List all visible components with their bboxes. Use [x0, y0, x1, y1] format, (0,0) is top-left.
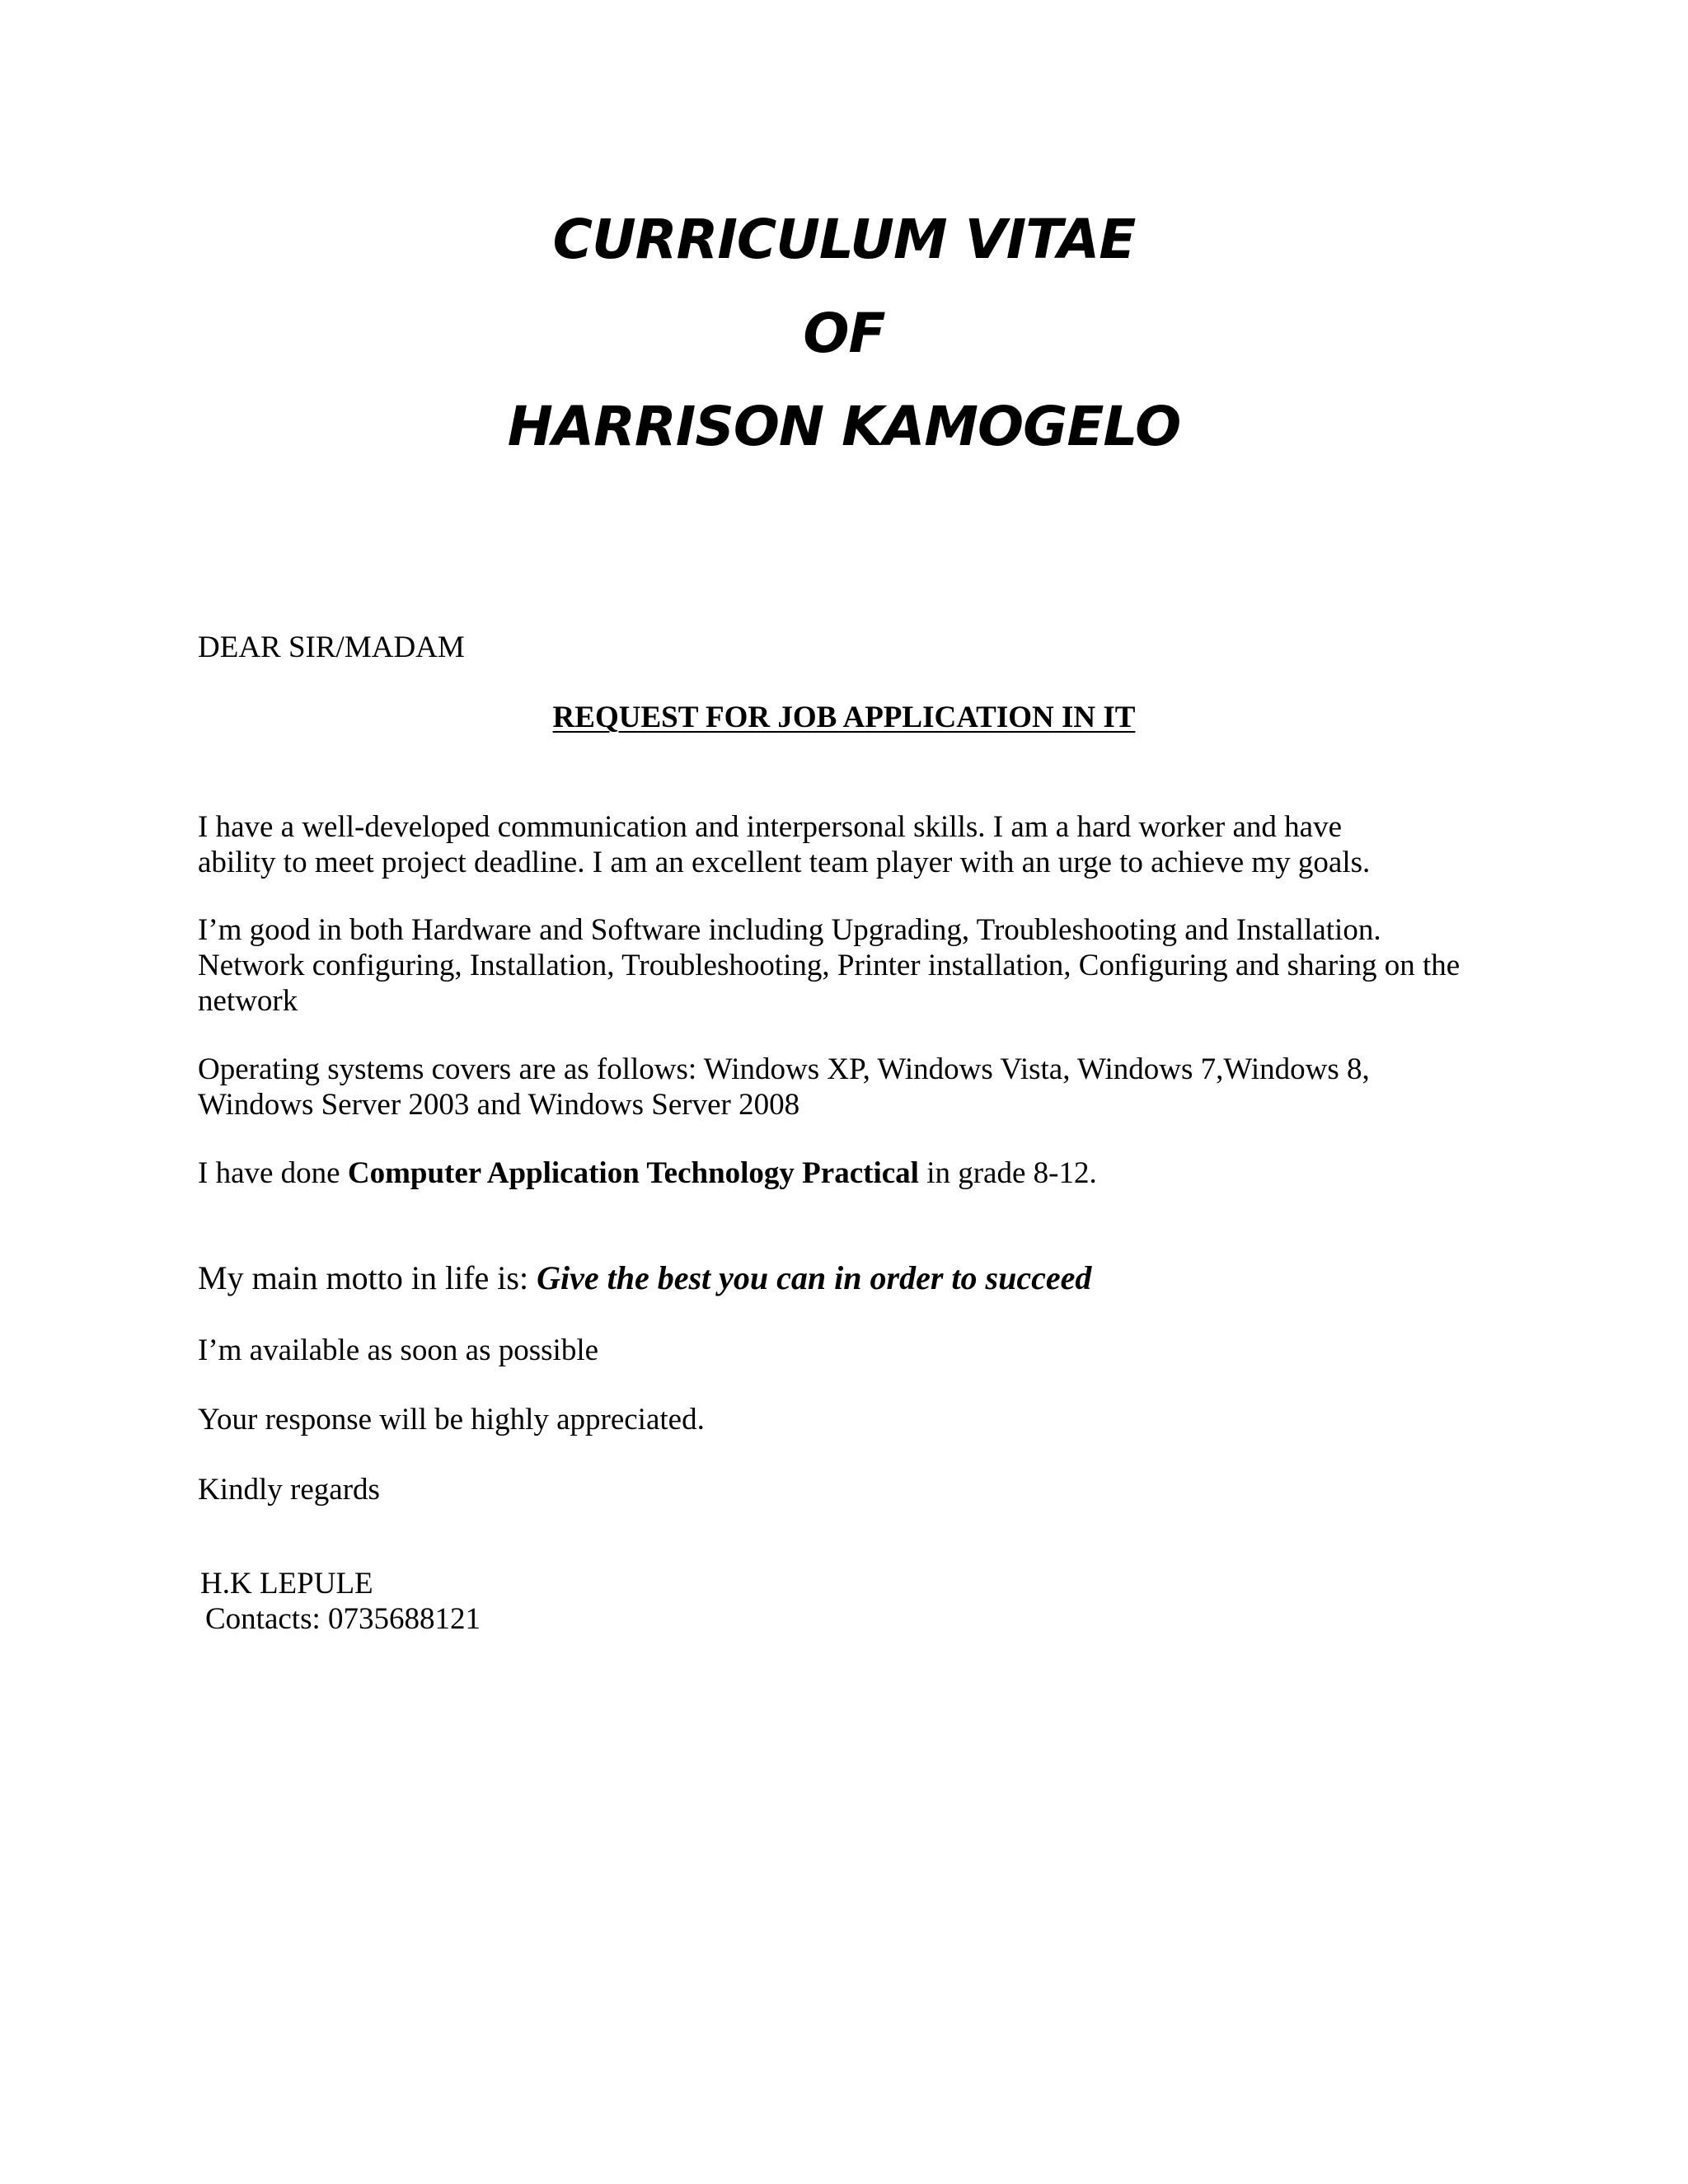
- salutation: DEAR SIR/MADAM: [198, 630, 465, 664]
- paragraph-line: Network configuring, Installation, Troubleshooting, Printer installation, Configuring and sharing on the: [198, 949, 1461, 982]
- paragraph-motto: [198, 1260, 1517, 1296]
- education-course: Computer Application Technology Practical: [347, 1156, 919, 1190]
- paragraph-line: Operating systems covers are as follows: Windows XP, Windows Vista, Windows 7,Windows 8,: [198, 1052, 1370, 1086]
- cv-title-of: OF: [803, 302, 885, 365]
- paragraph-line: I’m good in both Hardware and Software including Upgrading, Troubleshooting and Installation.: [198, 913, 1381, 947]
- cv-applicant-name: HARRISON KAMOGELO: [507, 395, 1181, 458]
- paragraph-education: [198, 1155, 1517, 1191]
- education-text-after: in grade 8-12.: [918, 1156, 1097, 1190]
- signature-block: [200, 1566, 1519, 1637]
- paragraph-hardware-software: [198, 912, 1517, 1019]
- paragraph-operating-systems: [198, 1052, 1517, 1122]
- paragraph-skills: [198, 809, 1517, 880]
- signature-name: H.K LEPULE: [200, 1567, 373, 1601]
- paragraph-line: Windows Server 2003 and Windows Server 2008: [198, 1088, 800, 1122]
- closing-text: Kindly regards: [198, 1473, 380, 1507]
- paragraph-line: network: [198, 984, 298, 1018]
- education-text-before: I have done: [198, 1156, 348, 1190]
- paragraph-line: I have a well-developed communication and interpersonal skills. I am a hard worker and have: [198, 810, 1343, 844]
- subject-heading: REQUEST FOR JOB APPLICATION IN IT: [552, 701, 1136, 734]
- contact-number: Contacts: 0735688121: [205, 1602, 481, 1636]
- motto-label: My main motto in life is:: [198, 1259, 537, 1296]
- response-text: Your response will be highly appreciated.: [198, 1403, 705, 1436]
- paragraph-line: ability to meet project deadline. I am an excellent team player with an urge to achieve my goals.: [198, 846, 1371, 879]
- motto-text: Give the best you can in order to succeed: [537, 1259, 1092, 1296]
- availability-text: I’m available as soon as possible: [198, 1333, 599, 1367]
- cv-title: CURRICULUM VITAE: [552, 208, 1136, 271]
